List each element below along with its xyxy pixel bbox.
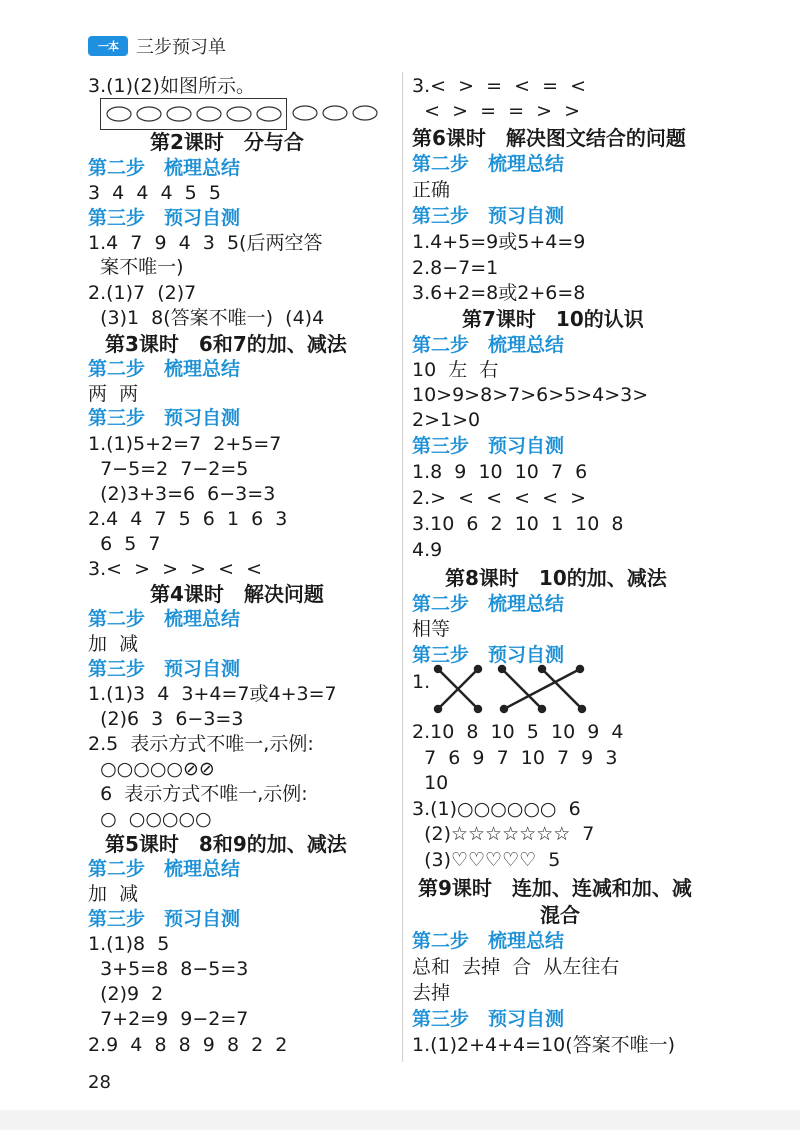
figure-extra — [290, 98, 380, 128]
lesson-title: 第4课时 解决问题 — [150, 582, 324, 606]
answer-line: 2>1>0 — [412, 409, 481, 431]
answer-line: 相等 — [412, 618, 451, 640]
answer-line: 1.(1)3 4 3+4=7或4+3=7 — [88, 683, 337, 705]
lesson-title: 第5课时 8和9的加、减法 — [105, 832, 347, 856]
answer-line: (2)3+3=6 6−3=3 — [88, 483, 276, 505]
answer-line: 4.9 — [412, 539, 443, 561]
answer-line: 加 减 — [88, 633, 139, 655]
answer-line: 3.(1)(2)如图所示。 — [88, 75, 255, 97]
lesson-title-cont: 混合 — [540, 903, 580, 927]
page-number: 28 — [88, 1072, 111, 1093]
answer-line: 2.5 表示方式不唯一,示例: — [88, 733, 314, 755]
step-heading: 第三步 预习自测 — [412, 435, 565, 457]
lesson-title: 第2课时 分与合 — [150, 130, 304, 154]
answer-line: 2.8−7=1 — [412, 257, 499, 279]
answer-line: 2.(1)7 (2)7 — [88, 282, 197, 304]
step-heading: 第三步 预习自测 — [412, 205, 565, 227]
step-heading: 第二步 梳理总结 — [88, 858, 241, 880]
column-divider — [402, 72, 403, 1062]
step-heading: 第三步 预习自测 — [88, 207, 241, 229]
figure-strip — [100, 98, 287, 130]
answer-line: 3 4 4 4 5 5 — [88, 182, 221, 204]
step-heading: 第三步 预习自测 — [88, 658, 241, 680]
answer-line: 3.6+2=8或2+6=8 — [412, 282, 586, 304]
lesson-title: 第8课时 10的加、减法 — [445, 566, 667, 590]
answer-line: 3.< > = < = < — [412, 75, 587, 97]
step-heading: 第二步 梳理总结 — [88, 358, 241, 380]
answer-line: 10 — [412, 772, 449, 794]
answer-line: 7 6 9 7 10 7 9 3 — [412, 747, 618, 769]
answer-line: 3+5=8 8−5=3 — [88, 958, 249, 980]
answer-line: (3)♡♡♡♡♡ 5 — [412, 849, 561, 871]
step-heading: 第三步 预习自测 — [88, 407, 241, 429]
answer-line: 10 左 右 — [412, 359, 499, 381]
answer-line: 2.10 8 10 5 10 9 4 — [412, 721, 624, 743]
answer-line: (2)☆☆☆☆☆☆☆ 7 — [412, 823, 595, 845]
answer-line: (3)1 8(答案不唯一) (4)4 — [88, 307, 325, 329]
answer-line: 7−5=2 7−2=5 — [88, 458, 249, 480]
answer-line: 两 两 — [88, 383, 139, 405]
brand-logo: 一本 — [88, 36, 128, 56]
header-title: 三步预习单 — [136, 37, 226, 58]
answer-line: 3.10 6 2 10 1 10 8 — [412, 513, 624, 535]
step-heading: 第三步 预习自测 — [88, 908, 241, 930]
step-heading: 第二步 梳理总结 — [412, 930, 565, 952]
answer-line: 1.8 9 10 10 7 6 — [412, 461, 588, 483]
answer-line: 1.(1)2+4+4=10(答案不唯一) — [412, 1034, 676, 1056]
page-header — [88, 34, 226, 58]
answer-line: 7+2=9 9−2=7 — [88, 1008, 249, 1030]
lesson-title: 第3课时 6和7的加、减法 — [105, 332, 347, 356]
answer-line: ○○○○○⊘⊘ — [88, 758, 215, 780]
answer-line: (2)6 3 6−3=3 — [88, 708, 244, 730]
answer-line: 1.4 7 9 4 3 5(后两空答 — [88, 232, 323, 254]
answer-line: 6 表示方式不唯一,示例: — [88, 783, 308, 805]
step-heading: 第二步 梳理总结 — [412, 593, 565, 615]
step-heading: 第二步 梳理总结 — [412, 334, 565, 356]
step-heading: 第三步 预习自测 — [412, 1008, 565, 1030]
lesson-title: 第7课时 10的认识 — [462, 307, 644, 331]
answer-line: 正确 — [412, 179, 451, 201]
answer-line: 1. — [412, 671, 431, 693]
lesson-title: 第9课时 连加、连减和加、减 — [418, 876, 692, 900]
answer-line: 2.4 4 7 5 6 1 6 3 — [88, 508, 288, 530]
answer-line: 2.> < < < < > — [412, 487, 587, 509]
answer-line: < > = = > > — [412, 100, 580, 122]
answer-line: 3.(1)○○○○○○ 6 — [412, 798, 581, 820]
answer-line: 1.(1)5+2=7 2+5=7 — [88, 433, 282, 455]
answer-line: 加 减 — [88, 883, 139, 905]
answer-line: 2.9 4 8 8 9 8 2 2 — [88, 1034, 288, 1056]
answer-line: 6 5 7 — [88, 533, 161, 555]
footer-bar — [0, 1110, 800, 1130]
answer-line: 总和 去掉 合 从左往右 — [412, 956, 620, 978]
step-heading: 第二步 梳理总结 — [88, 608, 241, 630]
answer-line: (2)9 2 — [88, 983, 164, 1005]
answer-line: 1.4+5=9或5+4=9 — [412, 231, 586, 253]
step-heading: 第二步 梳理总结 — [412, 153, 565, 175]
answer-line: 案不唯一) — [88, 256, 184, 278]
answer-line: ○ ○○○○○ — [88, 808, 212, 830]
answer-line: 10>9>8>7>6>5>4>3> — [412, 384, 649, 406]
lesson-title: 第6课时 解决图文结合的问题 — [412, 126, 686, 150]
answer-line: 3.< > > > < < — [88, 558, 263, 580]
matching-lines-figure — [430, 663, 590, 715]
answer-line: 1.(1)8 5 — [88, 933, 170, 955]
answer-line: 去掉 — [412, 982, 451, 1004]
step-heading: 第二步 梳理总结 — [88, 157, 241, 179]
step-heading: 第三步 预习自测 — [412, 644, 565, 666]
